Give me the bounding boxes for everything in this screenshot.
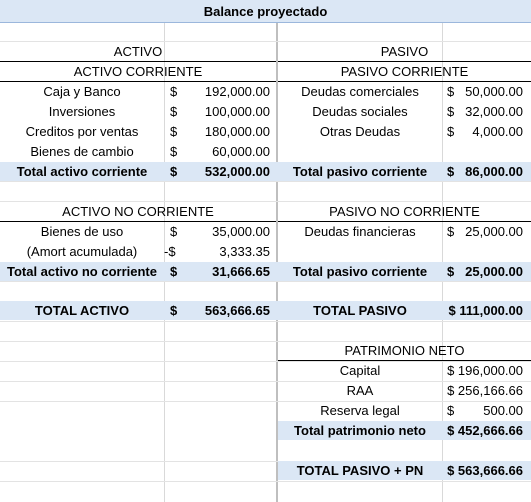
item-amount: 25,000.00 bbox=[465, 224, 523, 239]
item-label: Creditos por ventas bbox=[25, 124, 139, 139]
gridline bbox=[0, 481, 531, 482]
total-activo-label: TOTAL ACTIVO bbox=[34, 303, 130, 318]
pasivo-corriente-header: PASIVO CORRIENTE bbox=[340, 64, 469, 79]
currency-symbol: $ bbox=[447, 403, 455, 418]
table-row bbox=[0, 82, 531, 101]
total-activo-no-corriente-label: Total activo no corriente bbox=[6, 264, 157, 279]
item-amount: 60,000.00 bbox=[212, 144, 270, 159]
grand-total-row bbox=[278, 461, 531, 480]
table-row bbox=[0, 381, 531, 400]
total-activo-corriente-amount: 532,000.00 bbox=[204, 164, 270, 179]
currency-symbol: $ bbox=[447, 164, 455, 179]
grand-total-label: TOTAL PASIVO + PN bbox=[296, 463, 424, 478]
table-row bbox=[0, 122, 531, 141]
total-pasivo-corriente-label: Total pasivo corriente bbox=[292, 164, 428, 179]
item-amount: 3,333.35 bbox=[219, 244, 270, 259]
activo-corriente-header: ACTIVO CORRIENTE bbox=[73, 64, 203, 79]
currency-symbol: $ bbox=[170, 124, 178, 139]
currency-symbol: $ bbox=[170, 164, 178, 179]
item-amount: 35,000.00 bbox=[212, 224, 270, 239]
item-label: (Amort acumulada) bbox=[26, 244, 138, 259]
item-label: Deudas sociales bbox=[312, 104, 408, 119]
item-amount: 500.00 bbox=[483, 403, 523, 418]
currency-symbol: $ bbox=[170, 144, 178, 159]
total-activo-no-corriente-amount: 31,666.65 bbox=[212, 264, 270, 279]
item-label: Caja y Banco bbox=[43, 84, 121, 99]
item-label: Reserva legal bbox=[320, 403, 400, 418]
currency-symbol: $ bbox=[170, 104, 178, 119]
sheet-title: Balance proyectado bbox=[203, 4, 328, 19]
table-row bbox=[0, 361, 531, 380]
total-pasivo-no-corriente-label: Total pasivo corriente bbox=[292, 264, 428, 279]
total-pasivo-label: TOTAL PASIVO bbox=[313, 303, 407, 318]
total-activo-amount: 563,666.65 bbox=[204, 303, 270, 318]
item-label: Inversiones bbox=[48, 104, 116, 119]
table-row bbox=[0, 401, 531, 420]
patrimonio-header: PATRIMONIO NETO bbox=[344, 343, 465, 358]
total-row bbox=[0, 301, 531, 320]
table-row bbox=[0, 242, 531, 261]
gridline bbox=[0, 321, 531, 322]
currency-symbol: $ bbox=[170, 84, 178, 99]
item-label: Bienes de cambio bbox=[30, 144, 134, 159]
total-activo-corriente-label: Total activo corriente bbox=[16, 164, 148, 179]
total-row bbox=[0, 262, 531, 281]
item-label: Capital bbox=[339, 363, 381, 378]
item-label: Deudas financieras bbox=[304, 224, 416, 239]
item-amount: 4,000.00 bbox=[472, 124, 523, 139]
item-amount: 32,000.00 bbox=[465, 104, 523, 119]
currency-symbol: $ bbox=[170, 303, 178, 318]
currency-symbol: -$ bbox=[164, 244, 176, 259]
item-amount: $ 196,000.00 bbox=[447, 363, 523, 378]
item-amount: 192,000.00 bbox=[204, 84, 270, 99]
currency-symbol: $ bbox=[170, 224, 178, 239]
activo-no-corriente-header: ACTIVO NO CORRIENTE bbox=[62, 204, 214, 219]
currency-symbol: $ bbox=[170, 264, 178, 279]
total-patrimonio-label: Total patrimonio neto bbox=[294, 423, 426, 438]
total-patrimonio-amount: $ 452,666.66 bbox=[447, 423, 523, 438]
item-label: Bienes de uso bbox=[40, 224, 124, 239]
gridline bbox=[0, 181, 531, 182]
currency-symbol: $ bbox=[447, 124, 455, 139]
table-row bbox=[0, 102, 531, 121]
currency-symbol: $ bbox=[447, 104, 455, 119]
total-pasivo-no-corriente-amount: 25,000.00 bbox=[465, 264, 523, 279]
total-row bbox=[278, 421, 531, 440]
total-pasivo-corriente-amount: 86,000.00 bbox=[465, 164, 523, 179]
pasivo-no-corriente-header: PASIVO NO CORRIENTE bbox=[329, 204, 480, 219]
total-pasivo-amount: $ 111,000.00 bbox=[448, 303, 523, 318]
item-amount: 50,000.00 bbox=[465, 84, 523, 99]
item-label: Deudas comerciales bbox=[301, 84, 419, 99]
currency-symbol: $ bbox=[447, 264, 455, 279]
grand-total-amount: $ 563,666.66 bbox=[447, 463, 523, 478]
item-label: Otras Deudas bbox=[319, 124, 401, 139]
table-row bbox=[0, 142, 531, 161]
item-amount: 180,000.00 bbox=[204, 124, 270, 139]
item-amount: 100,000.00 bbox=[204, 104, 270, 119]
item-amount: $ 256,166.66 bbox=[447, 383, 523, 398]
currency-symbol: $ bbox=[447, 224, 455, 239]
table-row bbox=[0, 222, 531, 241]
currency-symbol: $ bbox=[447, 84, 455, 99]
pasivo-header: PASIVO bbox=[380, 44, 429, 59]
item-label: RAA bbox=[346, 383, 374, 398]
gridline bbox=[0, 281, 531, 282]
total-row bbox=[0, 162, 531, 181]
activo-header: ACTIVO bbox=[113, 44, 163, 59]
